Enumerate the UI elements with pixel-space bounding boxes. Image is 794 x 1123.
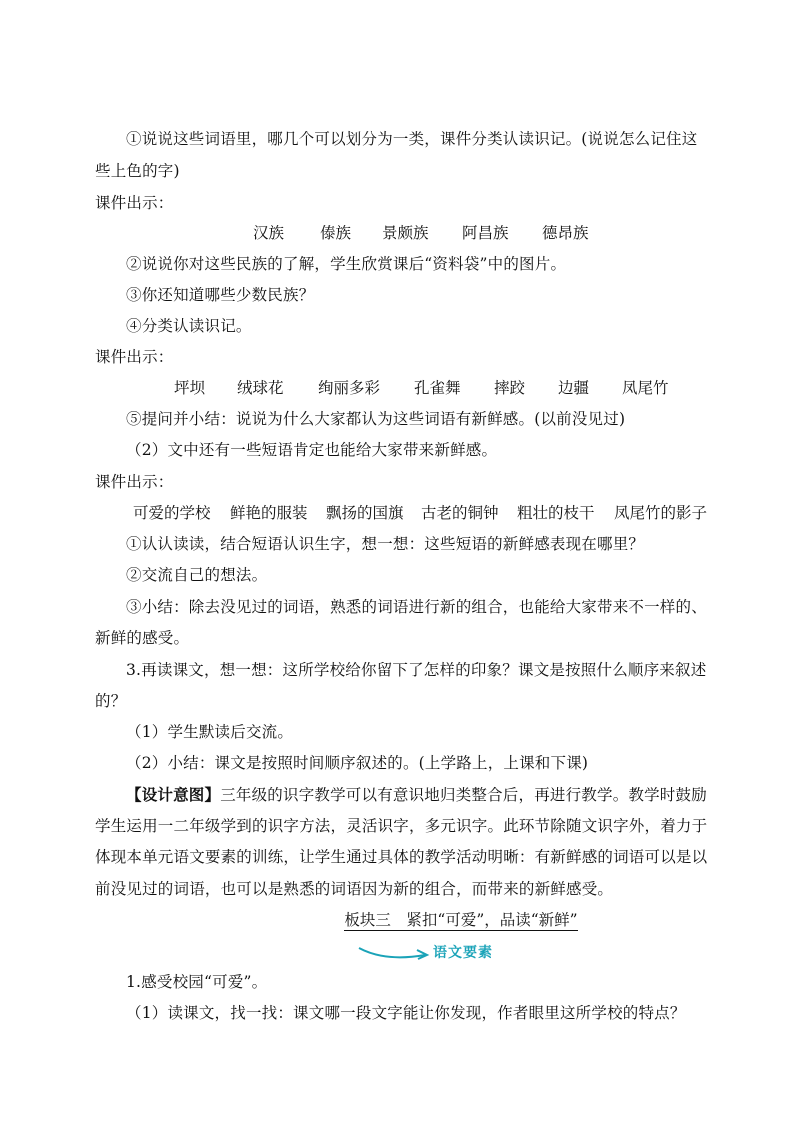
text-line: ②说说你对这些民族的了解，学生欣赏课后“资料袋”中的图片。 [126, 255, 567, 273]
word-item: 坪坝 [174, 379, 206, 397]
text-line: ③你还知道哪些少数民族？ [126, 286, 315, 304]
text-line: （1）学生默读后交流。 [126, 723, 294, 741]
text-line: ⑤提问并小结：说说为什么大家都认为这些词语有新鲜感。(以前没见过) [126, 410, 626, 428]
phrase-item: 粗壮的枝干 [517, 504, 595, 522]
text-line: 课件出示： [95, 348, 174, 366]
word-item: 孔雀舞 [414, 379, 461, 397]
text-line: 前没见过的词语，也可以是熟悉的词语因为新的组合，而带来的新鲜感受。 [95, 880, 614, 898]
swoosh-arrow-icon [355, 938, 435, 966]
text-line: 体现本单元语文要素的训练，让学生通过具体的教学活动明晰：有新鲜感的词语可以是以 [95, 848, 708, 866]
text-line: ④分类认读识记。 [126, 317, 252, 335]
phrase-item: 可爱的学校 [133, 504, 211, 522]
text-line: 1.感受校园“可爱”。 [126, 973, 268, 991]
text-line: 学生运用一二年级学到的识字方法，灵活识字，多元识字。此环节除随文识字外，着力于 [95, 817, 708, 835]
text-line: （1）读课文，找一找：课文哪一段文字能让你发现，作者眼里这所学校的特点？ [126, 1004, 686, 1022]
word-item: 边疆 [558, 379, 590, 397]
design-intent-tag: 【设计意图】 [126, 785, 221, 804]
word-item: 摔跤 [494, 379, 526, 397]
word-item: 景颇族 [382, 224, 429, 242]
text-line: 3.再读课文，想一想：这所学校给你留下了怎样的印象？课文是按照什么顺序来叙述 [126, 661, 707, 679]
section-heading-text: 板块三 紧扣“可爱”，品读“新鲜” [344, 911, 578, 929]
phrase-item: 鲜艳的服装 [230, 504, 308, 522]
section-heading [0, 909, 794, 931]
text-line: ②交流自己的想法。 [126, 566, 268, 584]
text-line: （2）文中还有一些短语肯定也能给大家带来新鲜感。 [126, 441, 498, 459]
badge-label: 语文要素 [433, 945, 493, 961]
text-line: 课件出示： [95, 194, 174, 212]
design-intent-line [126, 784, 751, 806]
text-line: 课件出示： [95, 473, 174, 491]
text-line: ①说说这些词语里，哪几个可以划分为一类，课件分类认读识记。(说说怎么记住这 [126, 130, 698, 148]
phrase-item: 飘扬的国旗 [326, 504, 404, 522]
phrase-item: 古老的铜钟 [421, 504, 499, 522]
phrase-item: 凤尾竹的影子 [614, 504, 708, 522]
design-intent-text: 三年级的识字教学可以有意识地归类整合后，再进行教学。教学时鼓励 [220, 786, 707, 804]
text-line: 些上色的字) [95, 162, 180, 180]
word-item: 阿昌族 [462, 224, 509, 242]
text-line: 新鲜的感受。 [95, 629, 190, 647]
word-item: 德昂族 [542, 224, 589, 242]
language-elements-badge [355, 938, 515, 966]
text-line: ③小结：除去没见过的词语，熟悉的词语进行新的组合，也能给大家带来不一样的、 [126, 598, 707, 616]
word-item: 绒球花 [237, 379, 284, 397]
text-line: ①认认读读，结合短语认识生字，想一想：这些短语的新鲜感表现在哪里？ [126, 535, 645, 553]
text-line: （2）小结：课文是按照时间顺序叙述的。(上学路上，上课和下课) [126, 754, 589, 772]
word-item: 汉族 [253, 224, 285, 242]
word-item: 绚丽多彩 [318, 379, 381, 397]
word-item: 凤尾竹 [622, 379, 669, 397]
text-line: 的？ [95, 692, 127, 710]
word-item: 傣族 [320, 224, 352, 242]
